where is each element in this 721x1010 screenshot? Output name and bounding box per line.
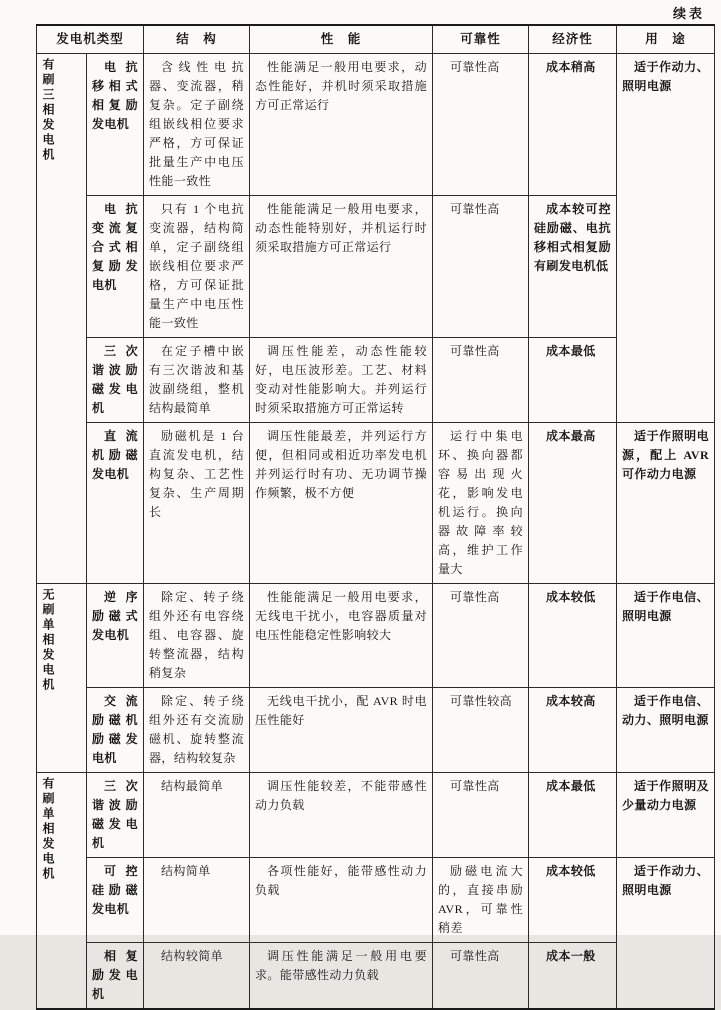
type-cell: 直流机励磁发电机 xyxy=(87,423,144,584)
economy-cell: 成本较高 xyxy=(529,688,617,773)
type-cell: 交流励磁机励磁发电机 xyxy=(87,688,144,773)
performance-cell: 无线电干扰小，配 AVR 时电压性能好 xyxy=(250,688,433,773)
reliability-cell: 可靠性高 xyxy=(433,54,529,196)
usage-cell: 适于作动力、照明电源 xyxy=(617,54,715,423)
structure-cell: 在定子槽中嵌有三次谐波和基波副绕组，整机结构最简单 xyxy=(144,338,250,423)
table-row xyxy=(37,54,715,196)
generator-group-label: 无刷单相发电机 xyxy=(41,588,55,693)
continued-table-label: 续表 xyxy=(672,6,705,21)
usage-cell: 适于作电信、照明电源 xyxy=(617,584,715,688)
generator-group-cell xyxy=(37,584,87,773)
usage-cell: 适于作电信、动力、照明电源 xyxy=(617,688,715,773)
economy-cell: 成本稍高 xyxy=(529,54,617,196)
table-row xyxy=(37,943,715,1010)
type-cell: 相复励发电机 xyxy=(87,943,144,1010)
reliability-cell: 可靠性高 xyxy=(433,584,529,688)
usage-cell: 适于作照明电源，配上 AVR 可作动力电源 xyxy=(617,423,715,584)
reliability-cell: 励磁电流大的，直接串励 AVR，可靠性稍差 xyxy=(433,858,529,943)
table-row xyxy=(37,196,715,338)
structure-cell: 除定、转子绕组外还有电容绕组、电容器、旋转整流器，结构稍复杂 xyxy=(144,584,250,688)
economy-cell: 成本最低 xyxy=(529,773,617,858)
performance-cell: 调压性能最差，并列运行方便，但相同或相近功率发电机并列运行时有功、无功调节操作频繁，极不方便 xyxy=(250,423,433,584)
performance-cell: 性能能满足一般用电要求，无线电干扰小，电容器质量对电压性能稳定性影响较大 xyxy=(250,584,433,688)
structure-cell: 结构最简单 xyxy=(144,773,250,858)
economy-cell: 成本最高 xyxy=(529,423,617,584)
performance-cell: 性能满足一般用电要求，动态性能好，并机时须采取措施方可正常运行 xyxy=(250,54,433,196)
generator-group-label: 有刷三相发电机 xyxy=(41,58,55,163)
generator-comparison-table xyxy=(36,24,715,1010)
usage-cell: 适于作动力、照明电源 xyxy=(617,858,715,1010)
type-cell: 三次谐波励磁发电机 xyxy=(87,773,144,858)
economy-cell: 成本较可控硅励磁、电抗移相式相复励有刷发电机低 xyxy=(529,196,617,338)
performance-cell: 性能能满足一般用电要求，动态性能特别好，并机运行时须采取措施方可正常运行 xyxy=(250,196,433,338)
table-row xyxy=(37,423,715,584)
economy-cell: 成本一般 xyxy=(529,943,617,1010)
table-row xyxy=(37,688,715,773)
economy-cell: 成本最低 xyxy=(529,338,617,423)
structure-cell: 励磁机是 1 台直流发电机，结构复杂、工艺性复杂、生产周期长 xyxy=(144,423,250,584)
col-header-usage: 用 途 xyxy=(617,25,715,54)
structure-cell: 结构较简单 xyxy=(144,943,250,1010)
col-header-economy: 经济性 xyxy=(529,25,617,54)
col-header-structure: 结 构 xyxy=(144,25,250,54)
type-cell: 电抗移相式相复励发电机 xyxy=(87,54,144,196)
usage-cell: 适于作照明及少量动力电源 xyxy=(617,773,715,858)
performance-cell: 各项性能好，能带感性动力负载 xyxy=(250,858,433,943)
economy-cell: 成本较低 xyxy=(529,858,617,943)
table-row xyxy=(37,338,715,423)
reliability-cell: 可靠性高 xyxy=(433,773,529,858)
table-row xyxy=(37,858,715,943)
performance-cell: 调压性能较差，不能带感性动力负载 xyxy=(250,773,433,858)
structure-cell: 含线性电抗器、变流器，稍复杂。定子副绕组嵌线相位要求严格，方可保证批量生产中电压性能一致性 xyxy=(144,54,250,196)
performance-cell: 调压性能满足一般用电要求。能带感性动力负载 xyxy=(250,943,433,1010)
generator-group-cell xyxy=(37,773,87,1010)
performance-cell: 调压性能差，动态性能较好，电压波形差。工艺、材料变动对性能影响大。并列运行时须采取措施方可正常运转 xyxy=(250,338,433,423)
table-row xyxy=(37,584,715,688)
reliability-cell: 运行中集电环、换向器都容易出现火花，影响发电机运行。换向器故障率较高，维护工作量大 xyxy=(433,423,529,584)
header-row xyxy=(37,25,715,54)
structure-cell: 只有 1 个电抗变流器，结构简单，定子副绕组嵌线相位要求严格，方可保证批量生产中电压性能一致性 xyxy=(144,196,250,338)
generator-group-cell xyxy=(37,54,87,584)
reliability-cell: 可靠性高 xyxy=(433,196,529,338)
reliability-cell: 可靠性高 xyxy=(433,338,529,423)
type-cell: 电抗变流复合式相复励发电机 xyxy=(87,196,144,338)
col-header-performance: 性 能 xyxy=(250,25,433,54)
economy-cell: 成本较低 xyxy=(529,584,617,688)
structure-cell: 除定、转子绕组外还有交流励磁机、旋转整流器，结构较复杂 xyxy=(144,688,250,773)
table-row xyxy=(37,773,715,858)
type-cell: 逆序励磁式发电机 xyxy=(87,584,144,688)
type-cell: 三次谐波励磁发电机 xyxy=(87,338,144,423)
type-cell: 可控硅励磁发电机 xyxy=(87,858,144,943)
reliability-cell: 可靠性高 xyxy=(433,943,529,1010)
structure-cell: 结构简单 xyxy=(144,858,250,943)
reliability-cell: 可靠性较高 xyxy=(433,688,529,773)
col-header-reliability: 可靠性 xyxy=(433,25,529,54)
col-header-generator-type: 发电机类型 xyxy=(37,25,144,54)
generator-group-label: 有刷单相发电机 xyxy=(41,777,55,882)
